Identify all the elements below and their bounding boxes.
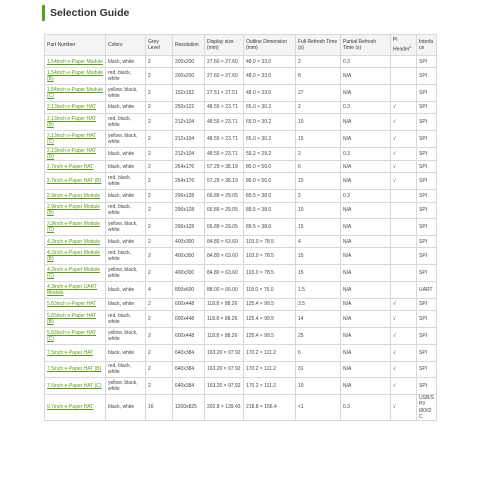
cell-pi-header	[391, 248, 417, 265]
footnote-marker: 1	[409, 44, 412, 49]
cell-colors: red, black, white	[106, 248, 146, 265]
cell-partial-refresh-time: N/A	[341, 202, 391, 219]
cell-colors: yellow, black, white	[106, 327, 146, 344]
cell-grey-level: 2	[146, 56, 173, 68]
cell-resolution: 640x384	[173, 378, 205, 395]
cell-pi-header: √	[391, 344, 417, 361]
table-header-row	[45, 35, 437, 56]
cell-resolution: 600x448	[173, 298, 205, 310]
cell-resolution: 296x128	[173, 190, 205, 202]
page-title: Selection Guide	[50, 7, 130, 19]
cell-part-number[interactable]: 2.13inch e-Paper HAT	[45, 101, 106, 113]
cell-outline-dimension: 218.8 × 156.4	[244, 395, 296, 421]
cell-partial-refresh-time: 0.3	[341, 56, 391, 68]
table-row	[45, 265, 437, 282]
table-row	[45, 378, 437, 395]
cell-display-size: 48.55 × 23.71	[205, 101, 244, 113]
cell-resolution: 200x200	[173, 68, 205, 85]
cell-part-number[interactable]: 7.5inch e-Paper HAT (C)	[45, 378, 106, 395]
cell-grey-level: 2	[146, 298, 173, 310]
cell-pi-header: √	[391, 378, 417, 395]
cell-partial-refresh-time: N/A	[341, 114, 391, 131]
table-row	[45, 101, 437, 113]
cell-interface: SPI	[417, 101, 437, 113]
cell-resolution: 212x104	[173, 147, 205, 160]
header-partial-refresh: Partial Refresh Time (s)	[341, 35, 391, 56]
cell-display-size: 48.55 × 23.71	[205, 114, 244, 131]
table-row	[45, 161, 437, 173]
cell-full-refresh-time: 15	[296, 202, 341, 219]
cell-outline-dimension: 48.0 × 33.0	[244, 85, 296, 102]
cell-grey-level: 2	[146, 190, 173, 202]
cell-partial-refresh-time: N/A	[341, 282, 391, 299]
cell-outline-dimension: 65.0 × 30.2	[244, 130, 296, 147]
cell-outline-dimension: 125.4 × 99.5	[244, 327, 296, 344]
cell-interface: SPI	[417, 236, 437, 248]
cell-colors: black, white	[106, 101, 146, 113]
table-row	[45, 68, 437, 85]
cell-full-refresh-time: 3.5	[296, 298, 341, 310]
cell-outline-dimension: 103.0 × 78.5	[244, 265, 296, 282]
cell-resolution: 800x600	[173, 282, 205, 299]
cell-colors: black, white	[106, 147, 146, 160]
cell-part-number[interactable]: 2.13inch e-Paper HAT (D)	[45, 147, 106, 160]
header-interface: Interface	[417, 35, 437, 56]
table-row	[45, 395, 437, 421]
cell-interface: USB/SPI/ I80/I2C	[417, 395, 437, 421]
cell-colors: red, black, white	[106, 202, 146, 219]
cell-display-size: 27.60 × 27.60	[205, 56, 244, 68]
cell-grey-level: 2	[146, 147, 173, 160]
cell-interface: SPI	[417, 327, 437, 344]
cell-resolution: 212x104	[173, 114, 205, 131]
table-row	[45, 236, 437, 248]
cell-full-refresh-time: 2	[296, 101, 341, 113]
cell-display-size: 118.8 × 88.26	[205, 327, 244, 344]
cell-pi-header	[391, 190, 417, 202]
cell-interface: SPI	[417, 190, 437, 202]
cell-part-number[interactable]: 4.3inch e-Paper UART Module	[45, 282, 106, 299]
cell-interface: SPI	[417, 130, 437, 147]
cell-part-number[interactable]: 7.5inch e-Paper HAT (B)	[45, 361, 106, 378]
cell-partial-refresh-time: N/A	[341, 311, 391, 328]
cell-interface: SPI	[417, 173, 437, 190]
cell-display-size: 84.80 × 63.60	[205, 248, 244, 265]
cell-resolution: 640x384	[173, 361, 205, 378]
cell-partial-refresh-time: N/A	[341, 219, 391, 236]
cell-colors: yellow, black, white	[106, 378, 146, 395]
cell-full-refresh-time: 6	[296, 161, 341, 173]
cell-full-refresh-time: 15	[296, 114, 341, 131]
cell-full-refresh-time: 15	[296, 130, 341, 147]
cell-colors: red, black, white	[106, 311, 146, 328]
cell-colors: yellow, black, white	[106, 219, 146, 236]
table-row	[45, 298, 437, 310]
cell-interface: SPI	[417, 361, 437, 378]
cell-full-refresh-time: 15	[296, 248, 341, 265]
cell-full-refresh-time: 2	[296, 147, 341, 160]
cell-resolution: 296x128	[173, 202, 205, 219]
cell-outline-dimension: 48.0 × 33.0	[244, 56, 296, 68]
header-part-number: Part Number	[45, 35, 106, 56]
cell-grey-level: 16	[146, 395, 173, 421]
table-row	[45, 56, 437, 68]
cell-display-size: 163.20 × 97.92	[205, 361, 244, 378]
cell-resolution: 152x152	[173, 85, 205, 102]
cell-display-size: 57.29 × 38.19	[205, 173, 244, 190]
cell-partial-refresh-time: 0.3	[341, 395, 391, 421]
cell-grey-level: 2	[146, 219, 173, 236]
cell-outline-dimension: 118.0 × 75.0	[244, 282, 296, 299]
cell-partial-refresh-time: N/A	[341, 130, 391, 147]
cell-resolution: 1200x825	[173, 395, 205, 421]
cell-resolution: 600x448	[173, 311, 205, 328]
cell-colors: black, white	[106, 236, 146, 248]
cell-display-size: 27.60 × 27.60	[205, 68, 244, 85]
cell-interface: SPI	[417, 202, 437, 219]
cell-pi-header: √	[391, 173, 417, 190]
cell-display-size: 48.55 × 23.71	[205, 130, 244, 147]
cell-pi-header	[391, 282, 417, 299]
cell-resolution: 400x300	[173, 248, 205, 265]
cell-display-size: 48.55 × 23.71	[205, 147, 244, 160]
table-row	[45, 344, 437, 361]
cell-interface: SPI	[417, 114, 437, 131]
cell-resolution: 400x300	[173, 265, 205, 282]
cell-full-refresh-time: 27	[296, 85, 341, 102]
cell-display-size: 27.51 × 27.51	[205, 85, 244, 102]
cell-interface: SPI	[417, 219, 437, 236]
cell-colors: black, white	[106, 161, 146, 173]
table-row	[45, 130, 437, 147]
cell-colors: red, black, white	[106, 68, 146, 85]
table-row	[45, 248, 437, 265]
header-full-refresh: Full Refresh Time (s)	[296, 35, 341, 56]
cell-resolution: 400x300	[173, 236, 205, 248]
cell-outline-dimension: 170.2 × 111.2	[244, 378, 296, 395]
selection-guide-table	[44, 34, 437, 421]
cell-partial-refresh-time: N/A	[341, 161, 391, 173]
cell-part-number[interactable]: 1.54inch e-Paper Module (C)	[45, 85, 106, 102]
cell-partial-refresh-time: N/A	[341, 68, 391, 85]
cell-colors: red, black, white	[106, 173, 146, 190]
header-pi-header-label: Pi Header	[393, 37, 410, 53]
cell-pi-header	[391, 265, 417, 282]
cell-display-size: 66.89 × 29.05	[205, 219, 244, 236]
cell-interface: SPI	[417, 344, 437, 361]
cell-full-refresh-time: 8	[296, 68, 341, 85]
accent-bar	[42, 5, 45, 21]
cell-grey-level: 2	[146, 161, 173, 173]
cell-display-size: 118.8 × 88.26	[205, 298, 244, 310]
cell-part-number[interactable]: 2.7inch e-Paper HAT (B)	[45, 173, 106, 190]
cell-partial-refresh-time: 0.3	[341, 101, 391, 113]
cell-full-refresh-time: 25	[296, 327, 341, 344]
cell-partial-refresh-time: N/A	[341, 361, 391, 378]
cell-partial-refresh-time: N/A	[341, 344, 391, 361]
cell-full-refresh-time: 1.5	[296, 282, 341, 299]
cell-pi-header: √	[391, 311, 417, 328]
cell-grey-level: 2	[146, 378, 173, 395]
cell-partial-refresh-time: N/A	[341, 85, 391, 102]
table-row	[45, 311, 437, 328]
cell-interface: SPI	[417, 56, 437, 68]
cell-colors: red, black, white	[106, 361, 146, 378]
cell-full-refresh-time: 14	[296, 311, 341, 328]
cell-outline-dimension: 89.5 × 38.0	[244, 219, 296, 236]
cell-resolution: 640x384	[173, 344, 205, 361]
cell-display-size: 202.8 × 139.43	[205, 395, 244, 421]
cell-grey-level: 2	[146, 344, 173, 361]
cell-part-number[interactable]: 2.9inch e-Paper Module (B)	[45, 202, 106, 219]
cell-partial-refresh-time: 0.3	[341, 190, 391, 202]
cell-part-number[interactable]: 1.54inch e-Paper Module (B)	[45, 68, 106, 85]
cell-grey-level: 2	[146, 311, 173, 328]
cell-outline-dimension: 48.0 × 33.0	[244, 68, 296, 85]
cell-outline-dimension: 65.0 × 30.2	[244, 101, 296, 113]
cell-partial-refresh-time: N/A	[341, 236, 391, 248]
section-heading	[42, 4, 129, 22]
cell-display-size: 57.29 × 38.19	[205, 161, 244, 173]
header-colors: Colors	[106, 35, 146, 56]
cell-resolution: 296x128	[173, 219, 205, 236]
cell-grey-level: 2	[146, 173, 173, 190]
cell-partial-refresh-time: N/A	[341, 298, 391, 310]
cell-pi-header: √	[391, 298, 417, 310]
table-row	[45, 361, 437, 378]
cell-outline-dimension: 125.4 × 99.5	[244, 311, 296, 328]
cell-partial-refresh-time: N/A	[341, 265, 391, 282]
cell-pi-header: √	[391, 147, 417, 160]
cell-grey-level: 2	[146, 114, 173, 131]
cell-outline-dimension: 85.0 × 56.0	[244, 173, 296, 190]
cell-full-refresh-time: 15	[296, 219, 341, 236]
cell-interface: SPI	[417, 161, 437, 173]
cell-pi-header	[391, 85, 417, 102]
cell-full-refresh-time: 15	[296, 173, 341, 190]
cell-part-number[interactable]: 2.7inch e-Paper HAT	[45, 161, 106, 173]
cell-pi-header: √	[391, 327, 417, 344]
cell-colors: yellow, black, white	[106, 265, 146, 282]
header-grey-level: Grey Level	[146, 35, 173, 56]
cell-grey-level: 2	[146, 68, 173, 85]
cell-full-refresh-time: 2	[296, 56, 341, 68]
cell-part-number[interactable]: 5.83inch e-Paper HAT	[45, 298, 106, 310]
cell-display-size: 163.20 × 97.92	[205, 378, 244, 395]
cell-display-size: 84.80 × 63.60	[205, 265, 244, 282]
cell-part-number[interactable]: 2.9inch e-Paper Module	[45, 190, 106, 202]
cell-outline-dimension: 65.0 × 30.2	[244, 114, 296, 131]
cell-colors: yellow, black, white	[106, 130, 146, 147]
cell-outline-dimension: 125.4 × 99.5	[244, 298, 296, 310]
cell-part-number[interactable]: 4.2inch e-Paper Module (C)	[45, 265, 106, 282]
table-row	[45, 190, 437, 202]
cell-pi-header	[391, 236, 417, 248]
cell-colors: yellow, black, white	[106, 85, 146, 102]
cell-colors: black, white	[106, 395, 146, 421]
table-row	[45, 202, 437, 219]
cell-grey-level: 2	[146, 85, 173, 102]
cell-resolution: 600x448	[173, 327, 205, 344]
cell-grey-level: 2	[146, 265, 173, 282]
cell-full-refresh-time: 31	[296, 361, 341, 378]
cell-part-number[interactable]: 4.2inch e-Paper Module (B)	[45, 248, 106, 265]
cell-colors: red, black, white	[106, 114, 146, 131]
cell-full-refresh-time: 6	[296, 344, 341, 361]
table-row	[45, 85, 437, 102]
cell-part-number[interactable]: 9.7inch e-Paper HAT	[45, 395, 106, 421]
cell-pi-header: √	[391, 114, 417, 131]
header-outline-dimension: Outline Dimension (mm)	[244, 35, 296, 56]
cell-display-size: 118.8 × 88.26	[205, 311, 244, 328]
cell-interface: SPI	[417, 298, 437, 310]
cell-resolution: 200x200	[173, 56, 205, 68]
cell-outline-dimension: 170.2 × 111.2	[244, 344, 296, 361]
cell-interface: SPI	[417, 147, 437, 160]
cell-full-refresh-time: <1	[296, 395, 341, 421]
cell-outline-dimension: 170.2 × 111.2	[244, 361, 296, 378]
cell-pi-header: √	[391, 361, 417, 378]
cell-partial-refresh-time: 0.3	[341, 147, 391, 160]
cell-grey-level: 2	[146, 101, 173, 113]
cell-grey-level: 2	[146, 361, 173, 378]
cell-part-number[interactable]: 5.83inch e-Paper HAT (C)	[45, 327, 106, 344]
cell-resolution: 250x122	[173, 101, 205, 113]
cell-part-number[interactable]: 4.2inch e-Paper Module	[45, 236, 106, 248]
cell-part-number[interactable]: 2.13inch e-Paper HAT (C)	[45, 130, 106, 147]
cell-outline-dimension: 85.0 × 56.0	[244, 161, 296, 173]
cell-grey-level: 2	[146, 327, 173, 344]
cell-part-number[interactable]: 2.13inch e-Paper HAT (B)	[45, 114, 106, 131]
header-display-size: Display size (mm)	[205, 35, 244, 56]
cell-pi-header: √	[391, 130, 417, 147]
table-row	[45, 219, 437, 236]
cell-display-size: 84.80 × 63.60	[205, 236, 244, 248]
cell-colors: black, white	[106, 298, 146, 310]
cell-outline-dimension: 89.5 × 38.0	[244, 190, 296, 202]
cell-full-refresh-time: 15	[296, 265, 341, 282]
cell-grey-level: 2	[146, 236, 173, 248]
cell-pi-header	[391, 56, 417, 68]
cell-pi-header: √	[391, 101, 417, 113]
cell-outline-dimension: 103.0 × 78.5	[244, 248, 296, 265]
cell-grey-level: 2	[146, 130, 173, 147]
table-row	[45, 327, 437, 344]
cell-full-refresh-time: 19	[296, 378, 341, 395]
cell-pi-header: √	[391, 161, 417, 173]
header-pi-header	[391, 35, 417, 56]
cell-interface: SPI	[417, 378, 437, 395]
header-resolution: Resolution	[173, 35, 205, 56]
cell-part-number[interactable]: 2.9inch e-Paper Module (C)	[45, 219, 106, 236]
cell-partial-refresh-time: N/A	[341, 173, 391, 190]
cell-pi-header	[391, 202, 417, 219]
cell-partial-refresh-time: N/A	[341, 378, 391, 395]
cell-resolution: 264x176	[173, 173, 205, 190]
cell-display-size: 163.20 × 97.92	[205, 344, 244, 361]
cell-pi-header	[391, 219, 417, 236]
cell-interface: SPI	[417, 265, 437, 282]
cell-display-size: 88.00 × 66.00	[205, 282, 244, 299]
cell-interface: SPI	[417, 311, 437, 328]
cell-colors: black, white	[106, 344, 146, 361]
cell-colors: black, white	[106, 190, 146, 202]
cell-display-size: 66.89 × 29.05	[205, 190, 244, 202]
cell-outline-dimension: 103.0 × 78.5	[244, 236, 296, 248]
cell-interface: SPI	[417, 85, 437, 102]
cell-resolution: 212x104	[173, 130, 205, 147]
cell-interface: SPI	[417, 68, 437, 85]
cell-colors: black, white	[106, 282, 146, 299]
cell-partial-refresh-time: N/A	[341, 248, 391, 265]
table-row	[45, 147, 437, 160]
cell-grey-level: 2	[146, 202, 173, 219]
cell-full-refresh-time: 2	[296, 190, 341, 202]
cell-colors: black, white	[106, 56, 146, 68]
cell-part-number[interactable]: 1.54inch e-Paper Module	[45, 56, 106, 68]
cell-grey-level: 2	[146, 248, 173, 265]
cell-interface: UART	[417, 282, 437, 299]
cell-outline-dimension: 59.2 × 29.2	[244, 147, 296, 160]
table-row	[45, 173, 437, 190]
cell-display-size: 66.89 × 29.05	[205, 202, 244, 219]
cell-part-number[interactable]: 7.5inch e-Paper HAT	[45, 344, 106, 361]
table-row	[45, 282, 437, 299]
cell-partial-refresh-time: N/A	[341, 327, 391, 344]
cell-grey-level: 4	[146, 282, 173, 299]
cell-pi-header: √	[391, 395, 417, 421]
cell-full-refresh-time: 4	[296, 236, 341, 248]
cell-outline-dimension: 89.5 × 38.0	[244, 202, 296, 219]
cell-interface: SPI	[417, 248, 437, 265]
cell-resolution: 264x176	[173, 161, 205, 173]
cell-part-number[interactable]: 5.83inch e-Paper HAT (B)	[45, 311, 106, 328]
table-row	[45, 114, 437, 131]
cell-pi-header	[391, 68, 417, 85]
